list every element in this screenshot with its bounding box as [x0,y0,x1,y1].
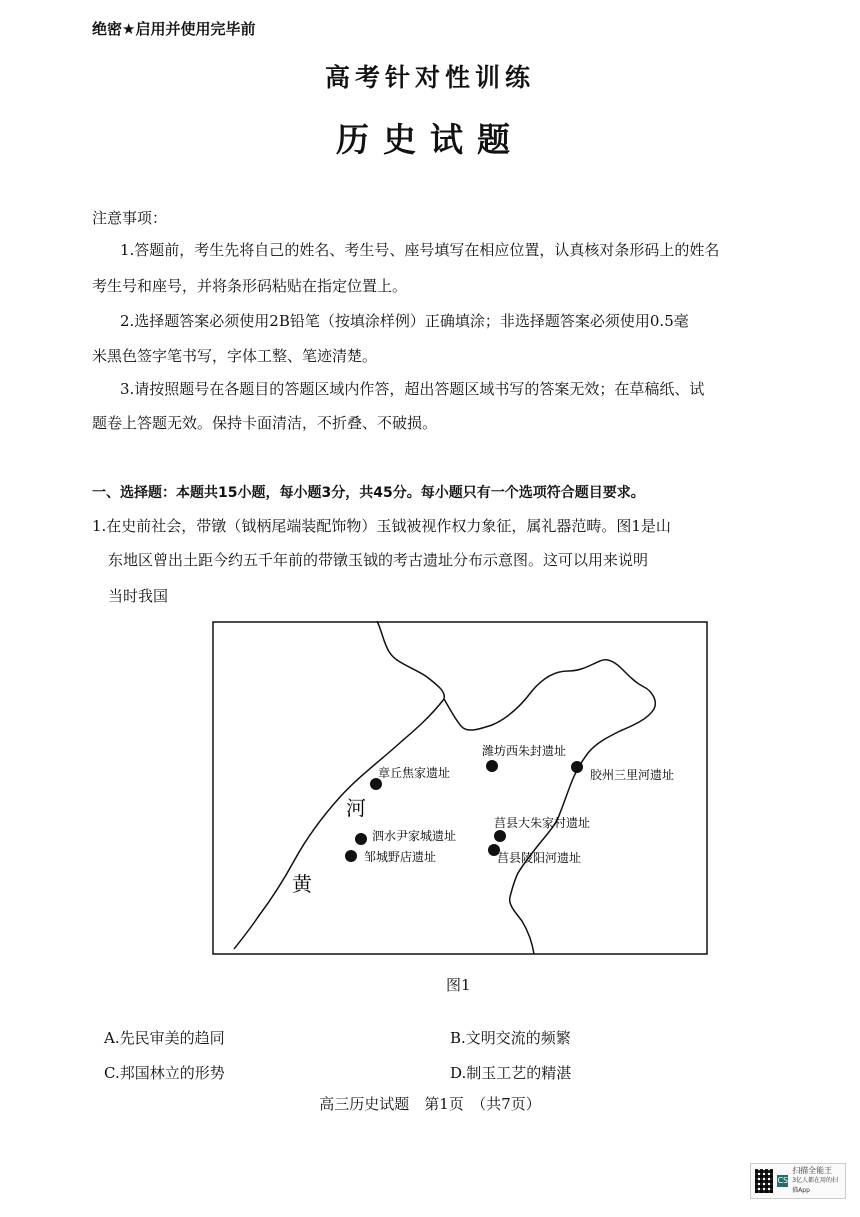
site-label-zoucheng: 邹城野店遗址 [364,850,437,864]
option-a[interactable]: A.先民审美的趋同 [104,1029,225,1047]
notice-line-6: 题卷上答题无效。保持卡面清洁，不折叠、不破损。 [92,414,438,432]
confidential-label: 绝密★启用并使用完毕前 [92,20,256,38]
site-dot-weifang [486,760,498,772]
map-drawing [212,621,708,955]
river-char-huang: 黄 [292,872,312,896]
river-char-he: 河 [346,796,366,820]
watermark-text [792,1166,841,1196]
question-1-line-3: 当时我国 [108,587,169,605]
notice-line-2: 考生号和座号，并将条形码粘贴在指定位置上。 [92,277,408,295]
qr-code-icon [755,1169,773,1193]
question-1-line-2: 东地区曾出土距今约五千年前的带镦玉钺的考古遗址分布示意图。这可以用来说明 [108,551,649,569]
question-1-line-1: 1.在史前社会，带镦（钺柄尾端装配饰物）玉钺被视作权力象征，属礼器范畴。图1是山 [92,517,671,535]
exam-title: 高考针对性训练 [324,63,535,92]
site-label-weifang: 潍坊西朱封遗址 [482,744,567,758]
site-label-sishui: 泗水尹家城遗址 [372,829,457,843]
site-label-lingyanghe: 莒县陵阳河遗址 [497,851,582,865]
option-d[interactable]: D.制玉工艺的精湛 [450,1064,572,1082]
option-b[interactable]: B.文明交流的频繁 [450,1029,571,1047]
site-distribution-map [212,621,708,955]
notice-line-1: 1.答题前，考生先将自己的姓名、考生号、座号填写在相应位置，认真核对条形码上的姓名 [120,241,720,259]
site-dot-jiaozhou [571,761,583,773]
map-frame [213,622,707,954]
option-c[interactable]: C.邦国林立的形势 [104,1064,225,1082]
notice-line-4: 米黑色签字笔书写，字体工整、笔迹清楚。 [92,347,378,365]
site-label-zhangqiu: 章丘焦家遗址 [378,766,451,780]
scanner-watermark [750,1163,846,1199]
notice-line-5: 3.请按照题号在各题目的答题区域内作答，超出答题区域书写的答案无效；在草稿纸、试 [120,380,705,398]
figure-caption: 图1 [446,976,471,994]
section-heading: 一、选择题：本题共15小题，每小题3分，共45分。每小题只有一个选项符合题目要求。 [92,485,645,501]
page-footer: 高三历史试题 第1页 （共7页） [319,1095,541,1113]
site-dot-zoucheng [345,850,357,862]
camscanner-logo-icon: CS [777,1176,789,1185]
site-dot-dazhujiacun [494,830,506,842]
notice-heading: 注意事项： [92,209,168,227]
site-label-jiaozhou: 胶州三里河遗址 [590,768,675,782]
notice-line-3: 2.选择题答案必须使用2B铅笔（按填涂样例）正确填涂；非选择题答案必须使用0.5毫 [120,312,689,330]
watermark-app-name: 扫描全能王 [792,1166,833,1175]
subject-title: 历史试题 [336,120,524,159]
site-label-dazhujiacun: 莒县大朱家村遗址 [494,816,591,830]
watermark-tagline: 3亿人都在用的扫描App [792,1177,839,1194]
site-dot-sishui [355,833,367,845]
